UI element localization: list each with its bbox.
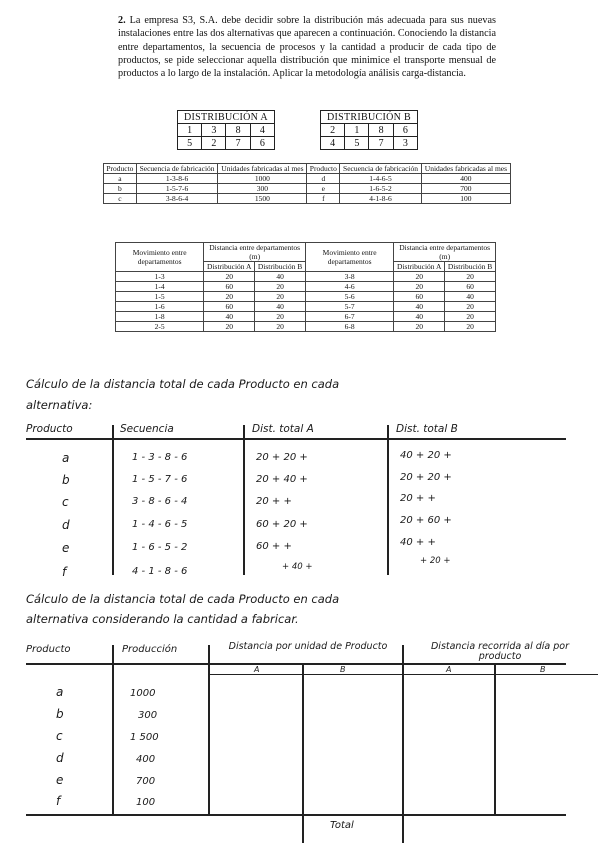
distribution-a-title: DISTRIBUCIÓN A	[178, 111, 275, 124]
table-cell: 3-8	[305, 272, 393, 282]
dist-a-cell: 6	[250, 137, 274, 150]
dist-a-cell: 4	[250, 124, 274, 137]
table-cell: 2-5	[116, 322, 204, 332]
hand1-sequence: 1 - 5 - 7 - 6	[132, 474, 188, 485]
dist-a-cell: 5	[178, 137, 202, 150]
dist-b-cell: 7	[369, 137, 393, 150]
hand2-header-b: B	[540, 665, 546, 674]
hand2-col-divider	[302, 665, 304, 843]
col-header: Distancia entre departamentos (m)	[204, 243, 306, 262]
distribution-b-table	[320, 110, 418, 150]
hand1-col-divider	[387, 425, 389, 575]
hand2-quantity: 300	[138, 710, 158, 721]
hand1-dist-a: 20 + 40 +	[256, 474, 308, 485]
hand1-dist-a: 60 + 20 +	[256, 519, 308, 530]
table-cell: 20	[255, 282, 306, 292]
hand2-header-produccion: Producción	[122, 644, 178, 655]
table-row	[116, 292, 496, 302]
hand2-total-label: Total	[330, 820, 354, 831]
products-table	[103, 163, 511, 204]
table-row	[116, 322, 496, 332]
dist-b-cell: 3	[393, 137, 417, 150]
hand1-product: c	[62, 495, 69, 509]
table-cell: 6-8	[305, 322, 393, 332]
hand2-header-producto: Producto	[26, 644, 71, 655]
dist-b-cell: 4	[321, 137, 345, 150]
table-cell: 1-4	[116, 282, 204, 292]
hand2-header-a: A	[446, 665, 452, 674]
dist-a-cell: 7	[226, 137, 250, 150]
hand2-product: d	[56, 751, 64, 765]
table-cell: 40	[394, 302, 445, 312]
table-cell: 20	[445, 322, 496, 332]
hand1-product: f	[62, 565, 67, 579]
hand2-header-dist-unit: Distancia por unidad de Producto	[228, 641, 388, 652]
table-cell: 4-6	[305, 282, 393, 292]
table-cell: 20	[255, 292, 306, 302]
table-cell: 4-1-8-6	[340, 194, 422, 204]
dist-b-cell: 5	[345, 137, 369, 150]
table-cell: 1-8	[116, 312, 204, 322]
dist-a-cell: 1	[178, 124, 202, 137]
hand2-quantity: 400	[136, 754, 156, 765]
col-header: Distribución B	[255, 262, 306, 272]
table-cell: 60	[394, 292, 445, 302]
hand2-col-divider	[112, 645, 114, 815]
hand1-dist-b: + 20 +	[420, 556, 451, 566]
table-cell: c	[104, 194, 137, 204]
hand1-header-producto: Producto	[26, 423, 73, 435]
dist-b-cell: 2	[321, 124, 345, 137]
table-cell: 20	[445, 312, 496, 322]
hand1-header-rule	[26, 438, 566, 440]
table-cell: 20	[204, 272, 255, 282]
table-cell: 1-4-6-5	[340, 174, 422, 184]
hand2-product: a	[56, 685, 64, 699]
hand1-sequence: 3 - 8 - 6 - 4	[132, 496, 188, 507]
table-row	[116, 282, 496, 292]
dist-b-cell: 8	[369, 124, 393, 137]
hand2-product: f	[56, 794, 61, 808]
table-cell: 100	[421, 194, 510, 204]
hand1-heading-line2: alternativa:	[26, 398, 93, 412]
table-cell: 1-5-7-6	[136, 184, 218, 194]
table-cell: 1500	[218, 194, 307, 204]
hand1-header-dist-a: Dist. total A	[252, 423, 314, 435]
hand2-header-b: B	[340, 665, 346, 674]
hand1-dist-a: 60 + +	[256, 541, 292, 552]
hand2-header-a: A	[254, 665, 260, 674]
problem-number: 2.	[118, 15, 126, 26]
hand2-col-divider	[402, 645, 404, 843]
col-header: Unidades fabricadas al mes	[421, 164, 510, 174]
hand2-quantity: 1 500	[130, 732, 159, 743]
table-cell: 300	[218, 184, 307, 194]
table-cell: 40	[394, 312, 445, 322]
hand2-heading-line1: Cálculo de la distancia total de cada Producto en cada	[26, 592, 340, 606]
table-cell: 20	[445, 272, 496, 282]
hand2-col-divider	[494, 665, 496, 815]
table-cell: 5-7	[305, 302, 393, 312]
hand2-heading-line2: alternativa considerando la cantidad a fabricar.	[26, 612, 299, 626]
table-cell: 1-5	[116, 292, 204, 302]
table-cell: 1-6	[116, 302, 204, 312]
table-row	[104, 174, 511, 184]
col-header: Secuencia de fabricación	[340, 164, 422, 174]
hand1-product: d	[62, 518, 70, 532]
dist-b-cell: 1	[345, 124, 369, 137]
dist-a-cell: 3	[202, 124, 226, 137]
hand1-col-divider	[112, 425, 114, 575]
hand1-dist-b: 20 + +	[400, 493, 436, 504]
hand1-dist-a: 20 + 20 +	[256, 452, 308, 463]
table-cell: 40	[204, 312, 255, 322]
problem-text: La empresa S3, S.A. debe decidir sobre la distribución más adecuada para sus nuevas instalaciones entre las dos alternativas que aparecen a continuación. Conociendo la distancia entre departamentos, la secuencia de procesos y la cantidad a producir de cada tipo de productos, se pide seleccionar aquella distribución que minimice el transporte mensual de productos a lo largo de la instalación. Aplicar la metodología análisis carga-distancia.	[118, 15, 496, 80]
hand2-product: c	[56, 729, 63, 743]
distribution-a-table	[177, 110, 275, 150]
table-cell: 5-6	[305, 292, 393, 302]
hand1-dist-b: 20 + 60 +	[400, 515, 452, 526]
distance-table	[115, 242, 496, 332]
col-header: Distancia entre departamentos (m)	[394, 243, 496, 262]
col-header: Unidades fabricadas al mes	[218, 164, 307, 174]
hand2-header-dist-day: Distancia recorrida al día por producto	[430, 641, 570, 662]
table-cell: 60	[204, 282, 255, 292]
table-row	[116, 272, 496, 282]
col-header: Producto	[307, 164, 340, 174]
hand1-heading-line1: Cálculo de la distancia total de cada Producto en cada	[26, 377, 340, 391]
table-cell: 40	[255, 272, 306, 282]
col-header: Movimiento entre departamentos	[116, 243, 204, 272]
dist-a-cell: 8	[226, 124, 250, 137]
hand2-quantity: 1000	[130, 688, 156, 699]
distribution-b-title: DISTRIBUCIÓN B	[321, 111, 418, 124]
table-row	[116, 302, 496, 312]
table-cell: 40	[445, 292, 496, 302]
table-cell: 1-3-8-6	[136, 174, 218, 184]
col-header: Distribución A	[394, 262, 445, 272]
table-cell: 700	[421, 184, 510, 194]
table-cell: 20	[394, 322, 445, 332]
hand2-product: b	[56, 707, 64, 721]
hand1-dist-a: + 40 +	[282, 562, 313, 572]
col-header: Producto	[104, 164, 137, 174]
problem-statement	[118, 14, 496, 80]
table-cell: 20	[445, 302, 496, 312]
hand2-bottom-rule	[26, 814, 566, 816]
dist-b-cell: 6	[393, 124, 417, 137]
table-cell: 20	[394, 282, 445, 292]
table-cell: b	[104, 184, 137, 194]
hand1-product: b	[62, 473, 70, 487]
table-cell: 20	[394, 272, 445, 282]
hand1-col-divider	[243, 425, 245, 575]
dist-a-cell: 2	[202, 137, 226, 150]
table-cell: 1-3	[116, 272, 204, 282]
table-cell: d	[307, 174, 340, 184]
hand1-dist-a: 20 + +	[256, 496, 292, 507]
hand1-dist-b: 40 + 20 +	[400, 450, 452, 461]
hand1-header-dist-b: Dist. total B	[396, 423, 458, 435]
hand2-quantity: 700	[136, 776, 156, 787]
table-cell: 400	[421, 174, 510, 184]
table-cell: 60	[445, 282, 496, 292]
col-header: Distribución B	[445, 262, 496, 272]
col-header: Movimiento entre departamentos	[305, 243, 393, 272]
table-cell: 6-7	[305, 312, 393, 322]
table-cell: e	[307, 184, 340, 194]
table-cell: a	[104, 174, 137, 184]
table-row	[104, 184, 511, 194]
hand1-sequence: 1 - 3 - 8 - 6	[132, 452, 188, 463]
col-header: Distribución A	[204, 262, 255, 272]
hand1-sequence: 1 - 4 - 6 - 5	[132, 519, 188, 530]
hand1-product: e	[62, 541, 70, 555]
hand2-col-divider	[208, 645, 210, 815]
hand1-sequence: 4 - 1 - 8 - 6	[132, 566, 188, 577]
table-row	[104, 194, 511, 204]
table-cell: 20	[204, 322, 255, 332]
table-cell: 40	[255, 302, 306, 312]
hand2-header-rule	[26, 663, 566, 665]
table-cell: 20	[255, 322, 306, 332]
table-cell: 20	[255, 312, 306, 322]
col-header: Secuencia de fabricación	[136, 164, 218, 174]
table-cell: 3-8-6-4	[136, 194, 218, 204]
table-row	[116, 312, 496, 322]
hand1-dist-b: 20 + 20 +	[400, 472, 452, 483]
hand1-dist-b: 40 + +	[400, 537, 436, 548]
table-cell: 60	[204, 302, 255, 312]
table-cell: 1-6-5-2	[340, 184, 422, 194]
table-cell: 20	[204, 292, 255, 302]
table-cell: f	[307, 194, 340, 204]
hand1-product: a	[62, 451, 70, 465]
hand1-header-secuencia: Secuencia	[120, 423, 174, 435]
hand1-sequence: 1 - 6 - 5 - 2	[132, 542, 188, 553]
hand2-product: e	[56, 773, 64, 787]
hand2-quantity: 100	[136, 797, 156, 808]
table-cell: 1000	[218, 174, 307, 184]
